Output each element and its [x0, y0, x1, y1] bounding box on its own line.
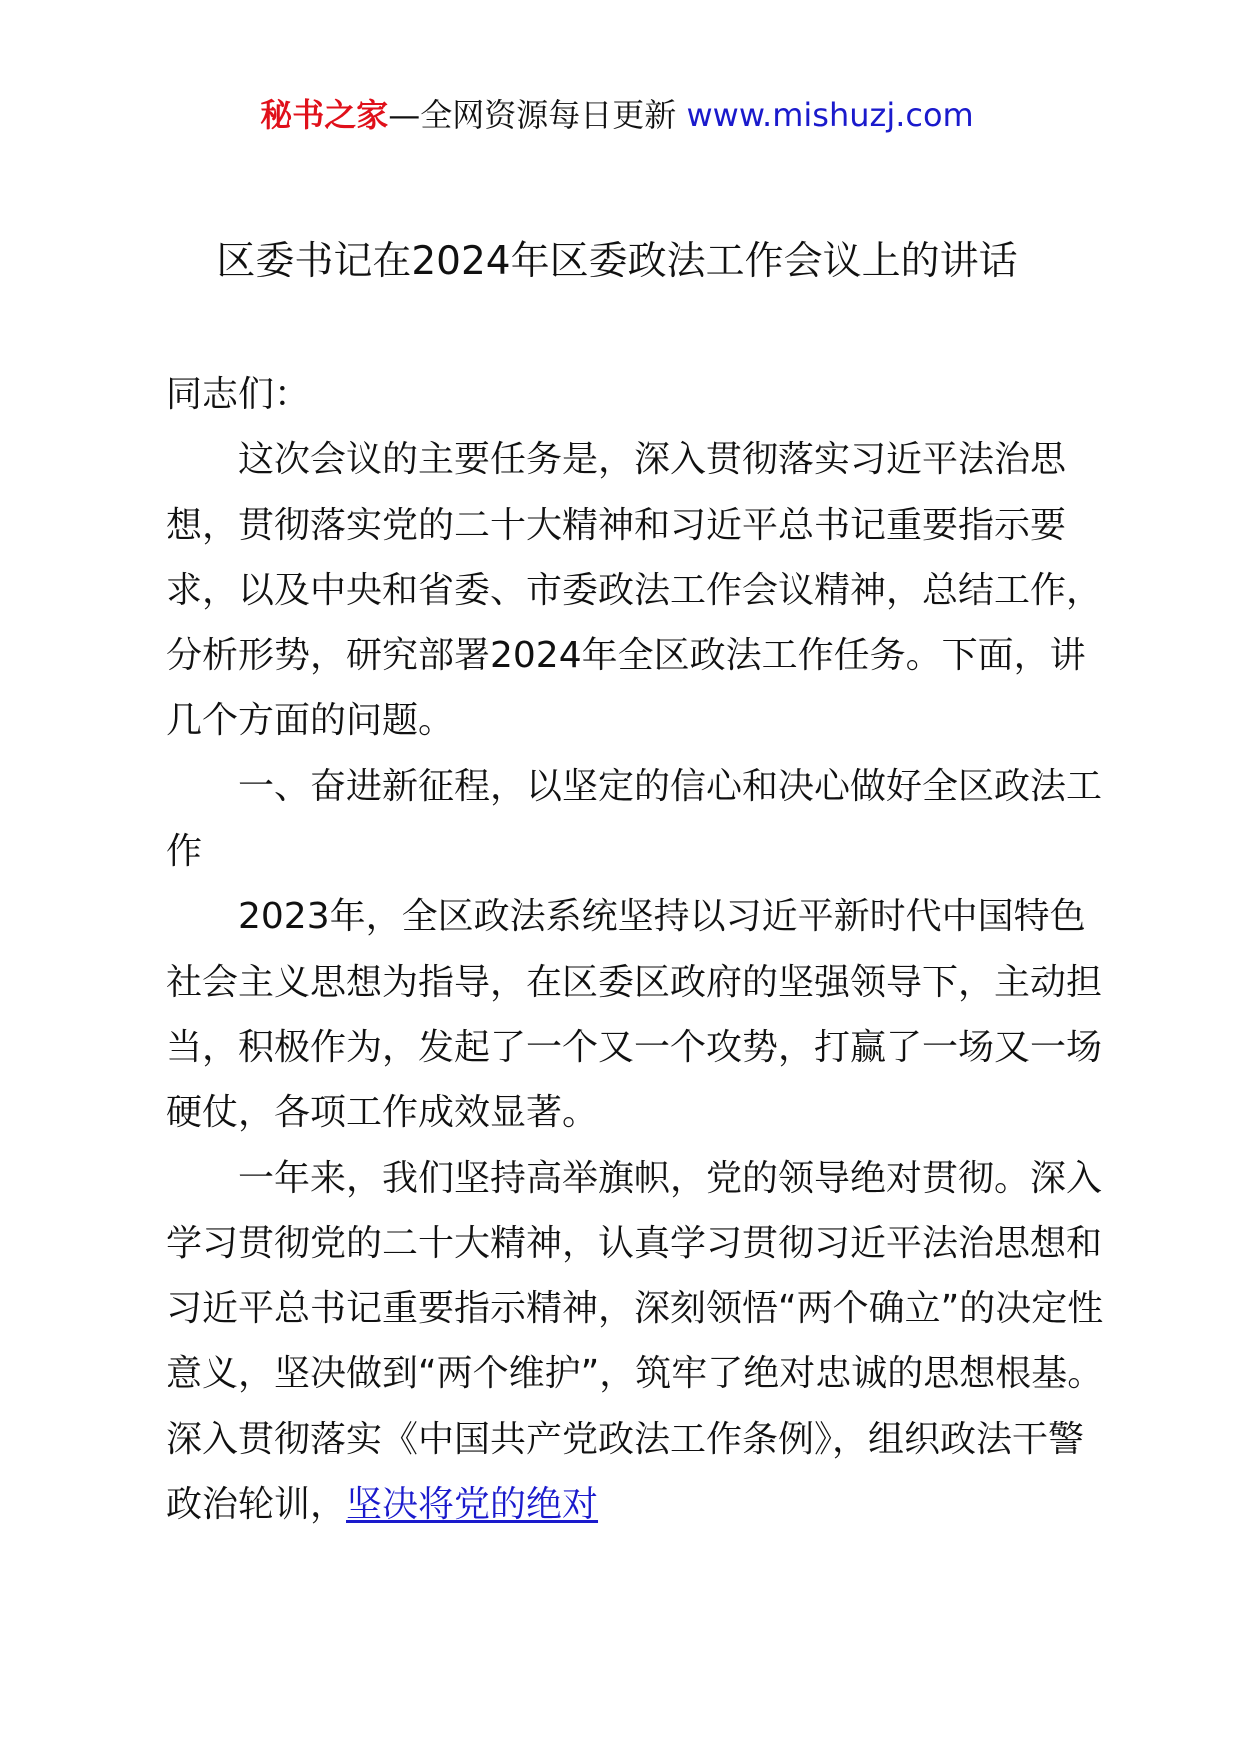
document-body — [166, 362, 1111, 1537]
salutation: 同志们： — [166, 374, 311, 415]
header-tagline: —全网资源每日更新 — [388, 96, 687, 134]
inline-link[interactable]: 坚决将党的绝对 — [346, 1484, 599, 1526]
paragraph-year-summary-text: 一年来，我们坚持高举旗帜，党的领导绝对贯彻。深入学习贯彻党的二十大精神，认真学习贯彻习近平法治思想和习近平总书记重要指示精神，深刻领悟“两个确立”的决定性意义，坚决做到“两个维护”，筑牢了绝对忠诚的思想根基。深入贯彻落实《中国共产党政法工作条例》，组织政法干警政治轮训， — [166, 1157, 1104, 1526]
paragraph-year-summary — [166, 1146, 1111, 1538]
document-title: 区委书记在2024年区委政法工作会议上的讲话 — [216, 239, 1018, 284]
brand-name: 秘书之家 — [260, 96, 389, 134]
paragraph-2023-review: 2023年，全区政法系统坚持以习近平新时代中国特色社会主义思想为指导，在区委区政府的坚强领导下，主动担当，积极作为，发起了一个又一个攻势，打赢了一场又一场硬仗，各项工作成效显著。 — [166, 896, 1103, 1134]
section-heading-1: 一、奋进新征程，以坚定的信心和决心做好全区政法工作 — [166, 765, 1103, 873]
paragraph-intro: 这次会议的主要任务是，深入贯彻落实习近平法治思想，贯彻落实党的二十大精神和习近平总书记重要指示要求，以及中央和省委、市委政法工作会议精神，总结工作，分析形势，研究部署2024年全区政法工作任务。下面，讲几个方面的问题。 — [166, 439, 1103, 742]
site-url-link[interactable]: www.mishuzj.com — [686, 96, 974, 134]
site-header — [0, 95, 1234, 135]
